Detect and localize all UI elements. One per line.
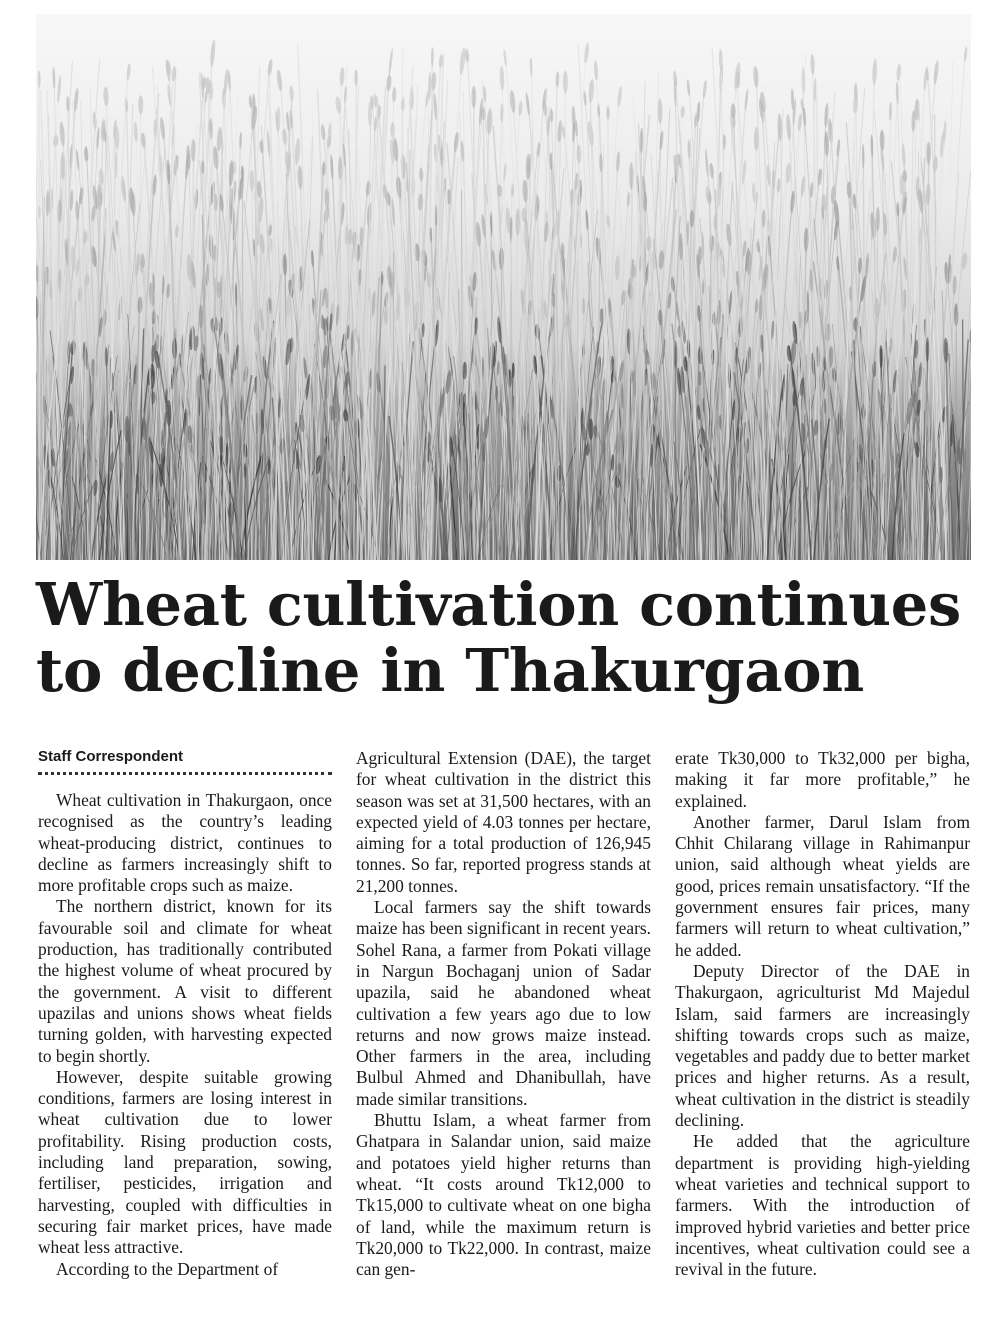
article-column-2: [356, 748, 651, 1280]
paragraph: The northern district, known for its favourable soil and climate for wheat production, has traditionally contributed the highest volume of wheat procured by the government. A visit to different upazilas and unions shows wheat fields turning golden, with harvesting expected to begin shortly.: [38, 896, 332, 1066]
article-column-3: [675, 748, 970, 1280]
wheat-field-image: [36, 14, 971, 560]
wheat-field-photo: [36, 14, 971, 560]
paragraph: However, despite suitable growing conditions, farmers are losing interest in wheat cultivation due to lower profitability. Rising production costs, including land preparation, sowing, fertiliser, pesticides, irrigation and harvesting, coupled with difficulties in securing fair market prices, have made wheat less attractive.: [38, 1066, 332, 1258]
paragraph: Wheat cultivation in Thakurgaon, once recognised as the country’s leading wheat-producing district, continues to decline as farmers increasingly shift to more profitable crops such as maize.: [38, 790, 332, 896]
headline: Wheat cultivation continues to decline in Thakurgaon: [36, 570, 961, 705]
paragraph: Agricultural Extension (DAE), the target for wheat cultivation in the district this season was set at 31,500 hectares, with an expected yield of 4.03 tonnes per hectare, aiming for a total production of 126,945 tonnes. So far, reported progress stands at 21,200 tonnes.: [356, 748, 651, 896]
paragraph: According to the Department of: [56, 1258, 279, 1279]
paragraph: Local farmers say the shift towards maize has been significant in recent years. Sohel Rana, a farmer from Pokati village in Nargun Bochaganj union of Sadar upazila, said he abandoned wheat cultivation a few years ago due to low returns and now grows maize instead. Other farmers in the area, including Bulbul Ahmed and Dhanibullah, have made similar transitions.: [356, 897, 651, 1109]
paragraph: Bhuttu Islam, a wheat farmer from Ghatpara in Salandar union, said maize and potatoes yield higher returns than wheat. “It costs around Tk12,000 to Tk15,000 to cultivate wheat on one bigha of land, while the maximum return is Tk20,000 to Tk22,000. In contrast, maize can gen-: [356, 1110, 651, 1280]
paragraph: Deputy Director of the DAE in Thakurgaon, agriculturist Md Majedul Islam, said farmers are increasingly shifting towards crops such as maize, vegetables and paddy due to better market prices and higher returns. As a result, wheat cultivation in the district is steadily declining.: [675, 960, 970, 1131]
paragraph: He added that the agriculture department is providing high-yielding wheat varieties and technical support to farmers. With the introduction of improved hybrid varieties and better price incentives, wheat cultivation could see a revival in the future.: [675, 1131, 970, 1280]
paragraph: Another farmer, Darul Islam from Chhit Chilarang village in Rahimanpur union, said although wheat yields are good, prices remain unsatisfactory. “If the government ensures fair prices, many farmers will return to wheat cultivation,” he added.: [675, 811, 970, 960]
paragraph: erate Tk30,000 to Tk32,000 per bigha, making it far more profitable,” he explained.: [675, 748, 970, 811]
article-column-1: [38, 790, 332, 1280]
byline: Staff Correspondent: [38, 748, 332, 775]
